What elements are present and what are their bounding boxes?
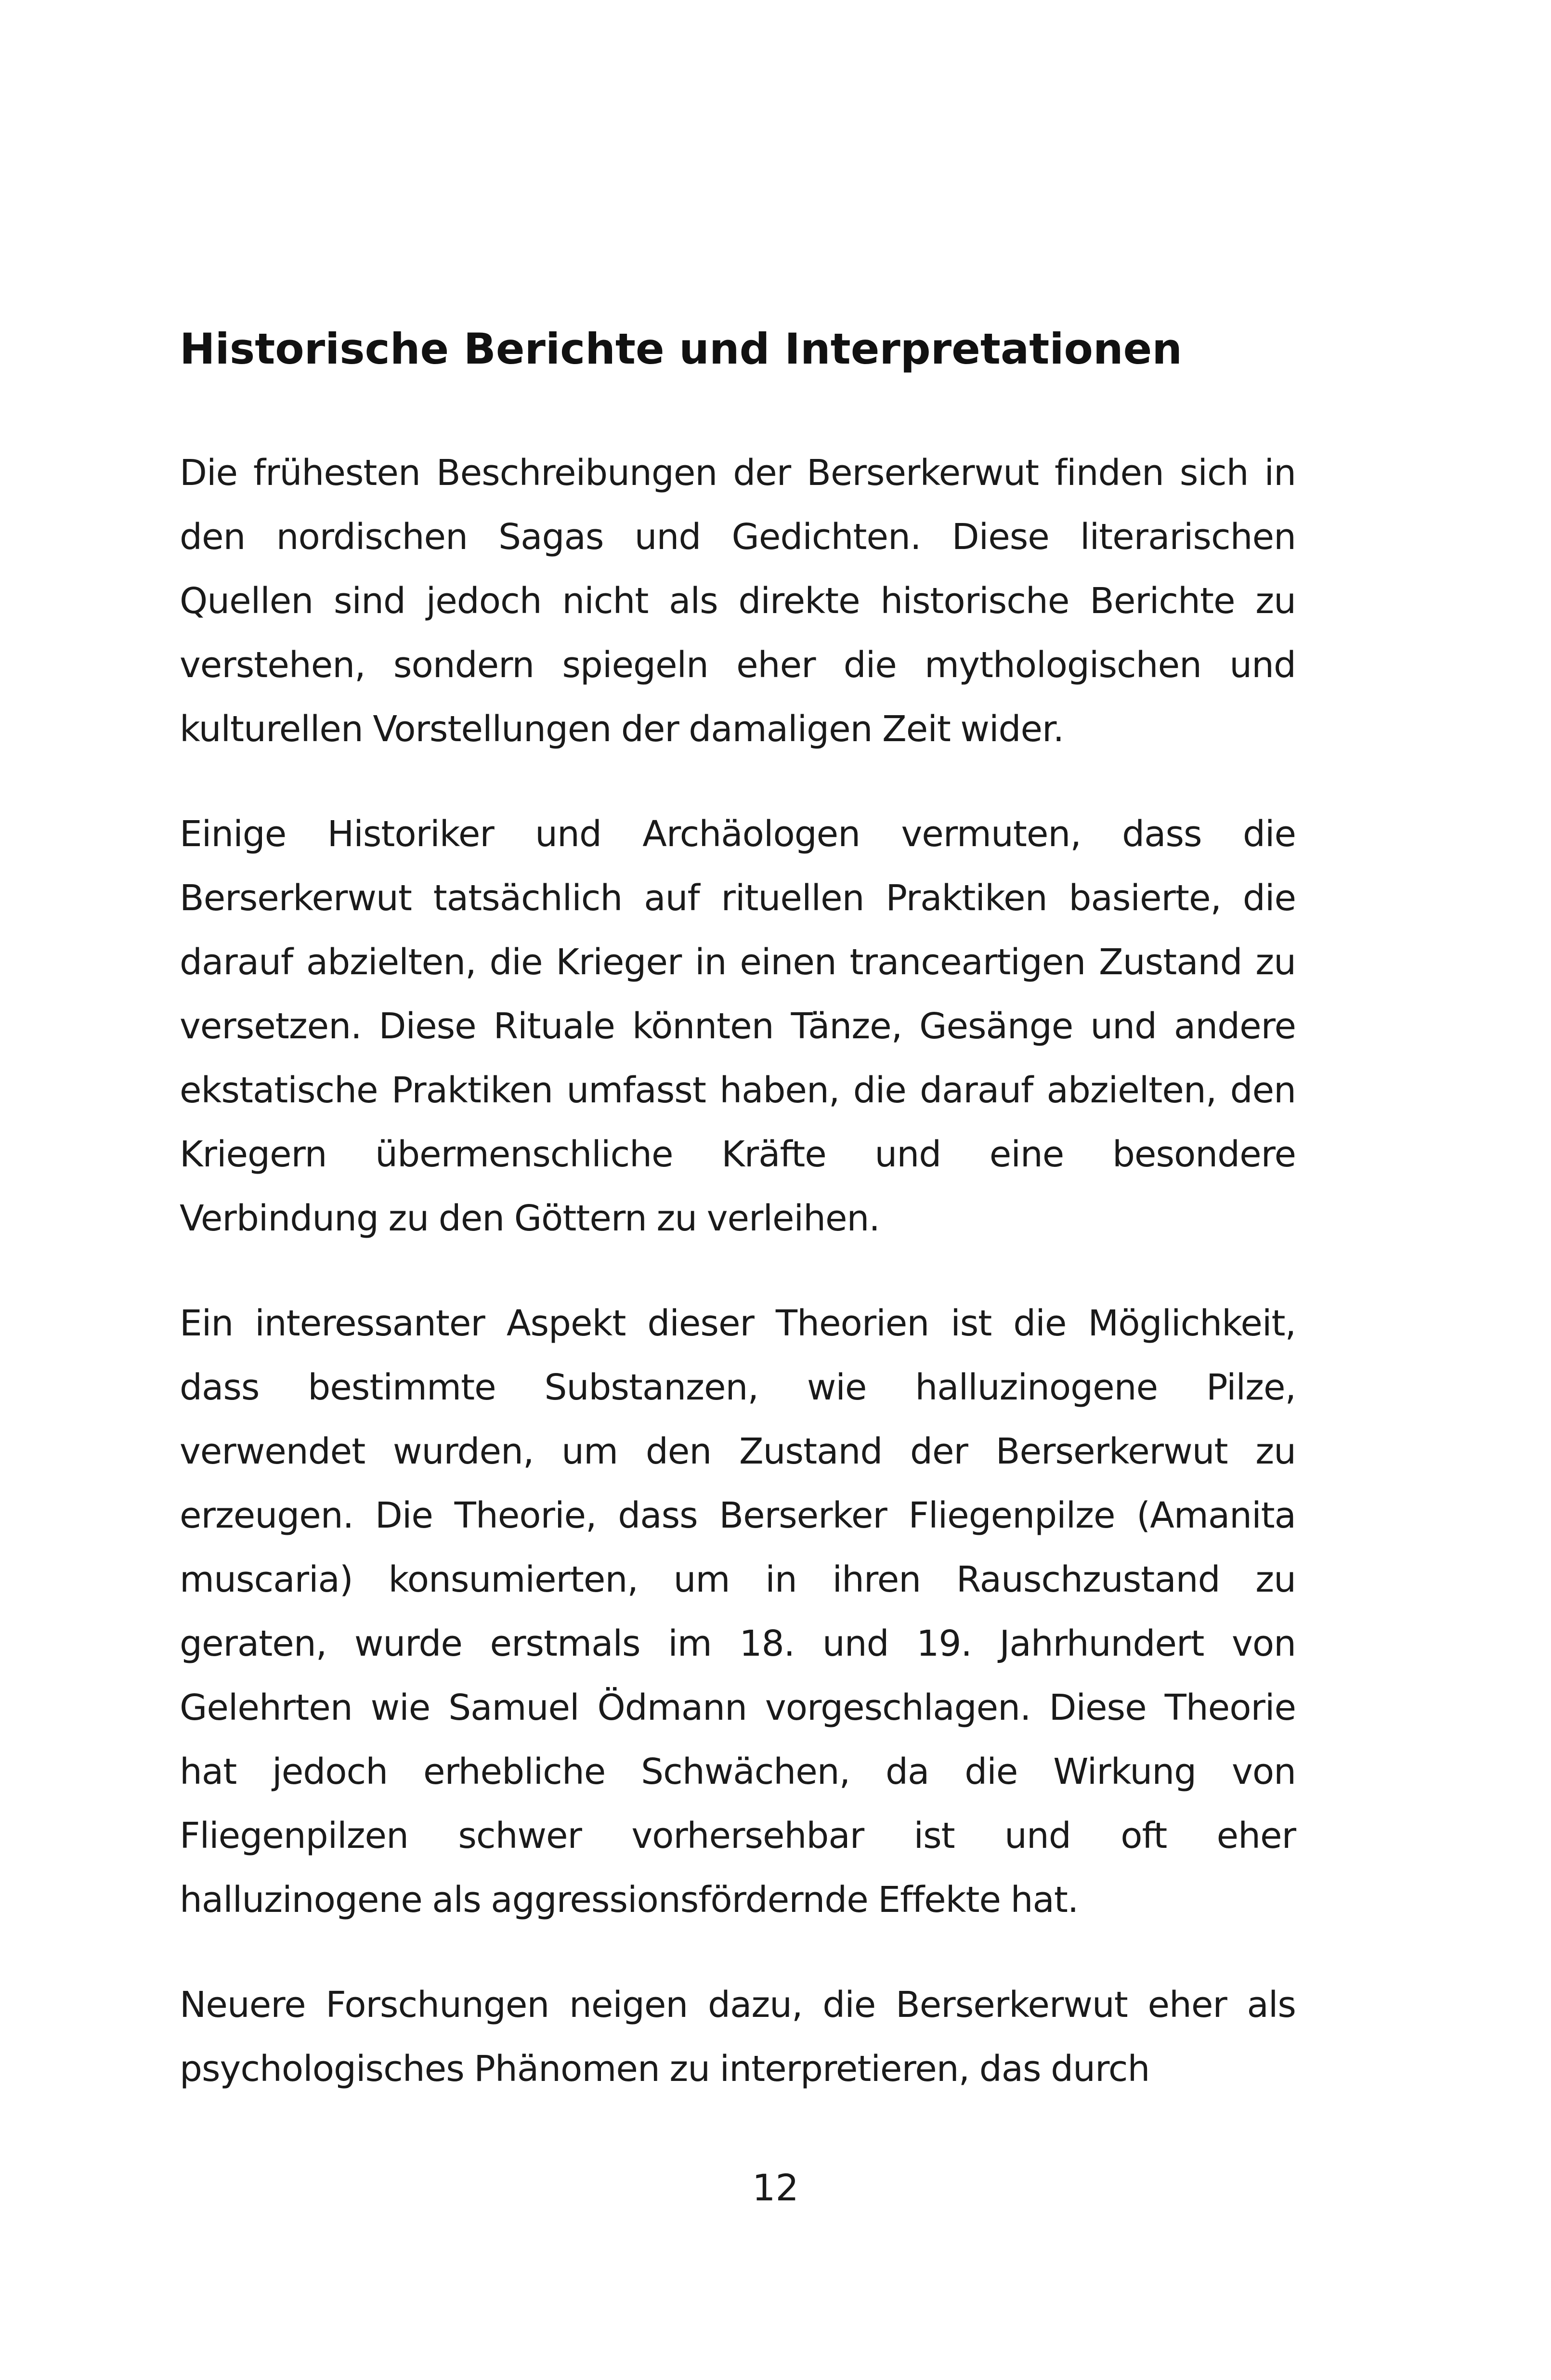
paragraph-earliest-descriptions: Die frühesten Beschreibungen der Berserkerwut finden sich in den nordischen Sagas und Gedichten. Diese literarischen Quellen sind jedoch nicht als direkte historische Berichte zu verstehen, sondern spiegeln eher die mythologischen und kulturellen Vorstellungen der damaligen Zeit wider. [180,452,1296,750]
paragraph-ritual-practices: Einige Historiker und Archäologen vermuten, dass die Berserkerwut tatsächlich auf rituellen Praktiken basierte, die darauf abzielten, die Krieger in einen tranceartigen Zustand zu versetzen. Diese Rituale könnten Tänze, Gesänge und andere ekstatische Praktiken umfasst haben, die darauf abzielten, den Kriegern übermenschliche Kräfte und eine besondere Verbindung zu den Göttern zu verleihen. [180,813,1296,1239]
page-content [180,315,1296,2142]
paragraph-substances-theory: Ein interessanter Aspekt dieser Theorien ist die Möglichkeit, dass bestimmte Substanzen, wie halluzinogene Pilze, verwendet wurden, um den Zustand der Berserkerwut zu erzeugen. Die Theorie, dass Berserker Fliegenpilze (Amanita muscaria) konsumierten, um in ihren Rauschzustand zu geraten, wurde erstmals im 18. und 19. Jahrhundert von Gelehrten wie Samuel Ödmann vorgeschlagen. Diese Theorie hat jedoch erhebliche Schwächen, da die Wirkung von Fliegenpilzen schwer vorhersehbar ist und oft eher halluzinogene als aggressionsfördernde Effekte hat. [180,1303,1296,1921]
page-number: 12 [752,2166,799,2209]
paragraph-recent-research: Neuere Forschungen neigen dazu, die Berserkerwut eher als psychologisches Phänomen zu interpretieren, das durch [180,1984,1296,2090]
section-heading: Historische Berichte und Interpretationen [180,324,1182,374]
